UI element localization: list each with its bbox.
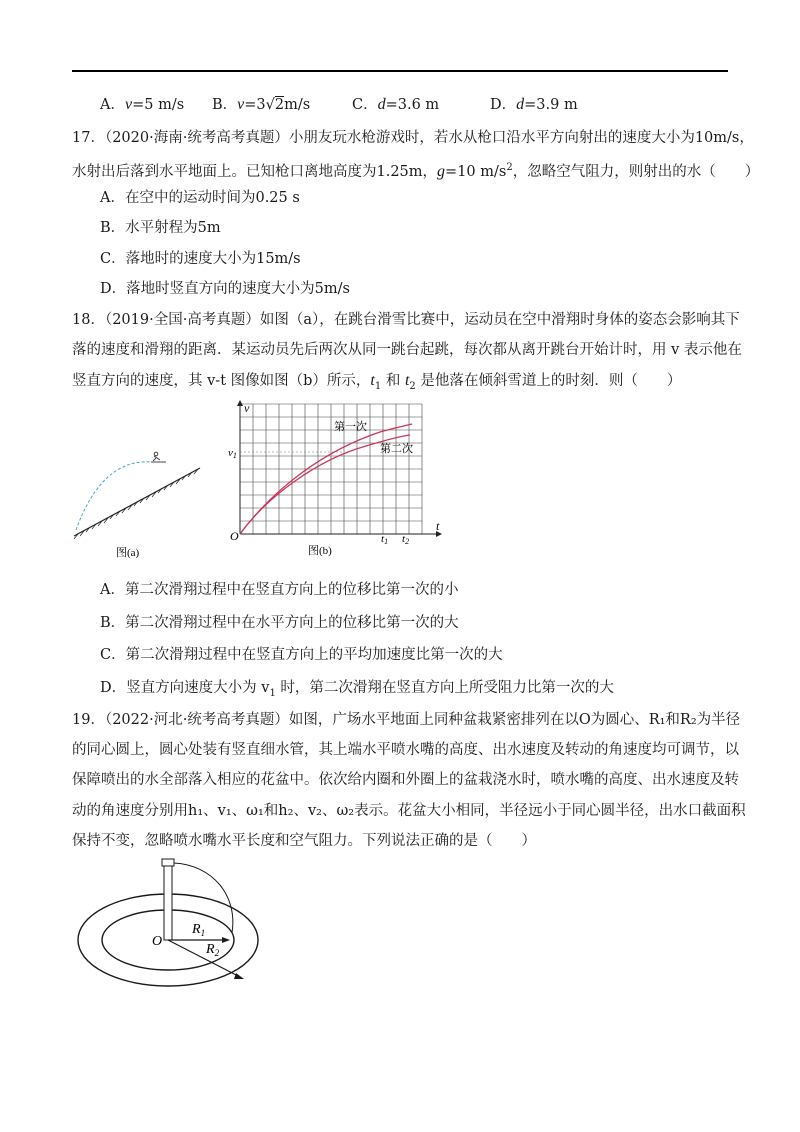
v-axis-arrow — [237, 400, 243, 406]
q16-option-b-unit: m/s — [284, 97, 311, 113]
q17-option-a[interactable]: A．在空中的运动时间为0.25 s — [100, 190, 300, 206]
q16-option-c[interactable] — [352, 95, 439, 115]
q18-stem-line3-text: 竖直方向的速度，其 v-t 图像如图（b）所示， — [72, 373, 371, 389]
q17-stem-line2-end: ，忽略空气阻力，则射出的水（ ） — [512, 163, 760, 180]
q18-figure-b — [226, 398, 456, 558]
q17-g-value: =10 m/s — [445, 163, 507, 180]
skier-icon — [151, 452, 166, 462]
t2-tick-label — [402, 533, 409, 546]
q17-option-b[interactable]: B．水平射程为5m — [100, 220, 221, 236]
q18-option-d[interactable] — [100, 678, 614, 704]
fig-b-caption: 图(b) — [308, 545, 332, 557]
q16-option-a[interactable] — [100, 95, 184, 115]
trajectory-dashed — [76, 462, 152, 530]
r2-subscript: 2 — [214, 948, 220, 958]
curve1-label: 第一次 — [334, 420, 367, 433]
t2-symbol: t — [402, 533, 406, 545]
center-label: O — [152, 934, 163, 949]
q18-option-d-text: D．竖直方向速度大小为 v — [100, 680, 270, 696]
r1-arrowhead — [222, 937, 230, 943]
r2-arrowhead — [234, 973, 244, 979]
q18-t1-symbol: t — [370, 372, 375, 389]
q18-t2-symbol: t — [404, 372, 410, 389]
q16-option-b-letter: B． — [212, 97, 238, 113]
q18-figure-a — [72, 440, 212, 560]
q16-option-c-value: =3.6 m — [385, 97, 440, 113]
q16-option-d-value: =3.9 m — [524, 97, 578, 113]
q16-option-b-radicand: 2 — [274, 97, 285, 113]
slope-hatching — [74, 469, 198, 539]
q18-option-d-subscript: 1 — [269, 687, 276, 699]
q18-t2-subscript: 2 — [409, 380, 416, 392]
t1-symbol: t — [381, 533, 385, 545]
q17-option-c[interactable]: C．落地时的速度大小为15m/s — [100, 251, 301, 267]
t-axis-label: t — [436, 519, 440, 533]
v1-tick-label — [228, 447, 237, 460]
q16-option-c-letter: C． — [352, 97, 378, 113]
t2-subscript: 2 — [405, 537, 410, 546]
v1-symbol: v — [228, 447, 233, 459]
q18-stem-line1: 18．（2019·全国·高考真题）如图（a），在跳台滑雪比赛中，运动员在空中滑翔时身体的姿态会影响其下 — [72, 312, 740, 328]
q16-option-a-letter: A． — [100, 97, 125, 113]
fig-a-caption: 图(a) — [116, 547, 140, 559]
q16-option-d[interactable] — [490, 95, 578, 115]
q18-option-d-end: 时，第二次滑翔在竖直方向上所受阻力比第一次的大 — [275, 680, 614, 696]
radius-r2 — [168, 940, 240, 977]
q17-stem-line1: 17．（2020·海南·统考高考真题）小朋友玩水枪游戏时，若水从枪口沿水平方向射出的速度大小为10m/s， — [72, 130, 754, 146]
q16-option-a-value: =5 m/s — [132, 97, 185, 113]
q17-stem-line2 — [72, 158, 759, 182]
water-pipe — [164, 865, 172, 940]
header-rule — [72, 70, 728, 72]
q18-stem-line3 — [72, 371, 681, 397]
q16-option-d-letter: D． — [490, 97, 517, 113]
r2-label — [205, 942, 220, 958]
t1-tick-label — [381, 533, 388, 546]
q19-stem-line1: 19．（2022·河北·统考高考真题）如图，广场水平地面上同种盆栽紧密排列在以O为圆心、R₁和R₂为半径 — [72, 712, 741, 728]
q16-option-b[interactable] — [212, 95, 310, 115]
q16-option-b-coef: =3 — [244, 97, 266, 113]
curve2-label: 第二次 — [380, 442, 413, 455]
q16-option-c-var: d — [377, 96, 386, 113]
r1-symbol: R — [192, 922, 201, 937]
q18-stem-line3-end: 是他落在倾斜雪道上的时刻．则（ ） — [415, 373, 682, 389]
q17-g-symbol: g — [437, 162, 446, 180]
vt-grid — [240, 404, 422, 534]
q18-option-a[interactable]: A．第二次滑翔过程中在竖直方向上的位移比第一次的小 — [100, 582, 459, 598]
q18-option-c[interactable]: C．第二次滑翔过程中在竖直方向上的平均加速度比第一次的大 — [100, 647, 503, 663]
q18-and-text: 和 — [381, 373, 405, 389]
r1-subscript: 1 — [200, 928, 206, 938]
v-axis-label: v — [244, 401, 250, 415]
q16-option-a-var: v — [124, 96, 133, 113]
q18-option-b[interactable]: B．第二次滑翔过程中在水平方向上的位移比第一次的大 — [100, 615, 459, 631]
nozzle — [162, 859, 174, 866]
q18-t1-subscript: 1 — [374, 380, 382, 392]
q19-stem-line5: 保持不变，忽略喷水嘴水平长度和空气阻力。下列说法正确的是（ ） — [72, 833, 536, 849]
q17-g-exponent: 2 — [506, 162, 513, 173]
q19-stem-line4: 动的角速度分别用h₁、v₁、ω₁和h₂、v₂、ω₂表示。花盆大小相同，半径远小于同心圆半径，出水口截面积 — [72, 803, 746, 819]
q16-option-b-var: v — [237, 96, 245, 113]
q19-stem-line3: 保障喷出的水全部落入相应的花盆中。依次给内圈和外圈上的盆栽浇水时，喷水嘴的高度、出水速度及转 — [72, 772, 739, 788]
r2-symbol: R — [206, 942, 215, 957]
t1-subscript: 1 — [384, 537, 389, 546]
q16-option-d-var: d — [516, 96, 525, 113]
v1-subscript: 1 — [232, 451, 237, 460]
r1-label — [191, 922, 205, 938]
q19-figure — [72, 855, 312, 990]
q19-stem-line2: 的同心圆上，圆心处装有竖直细水管，其上端水平喷水嘴的高度、出水速度及转动的角速度均可调节，以 — [72, 742, 739, 758]
q18-stem-line2: 落的速度和滑翔的距离．某运动员先后两次从同一跳台起跳，每次都从离开跳台开始计时，用 v 表示他在 — [72, 342, 742, 358]
q17-option-d[interactable]: D．落地时竖直方向的速度大小为5m/s — [100, 281, 350, 297]
origin-label: O — [230, 529, 239, 543]
q17-stem-line2-text: 水射出后落到水平地面上。已知枪口离地高度为1.25m， — [72, 163, 438, 180]
sqrt-symbol: √ — [265, 97, 275, 113]
